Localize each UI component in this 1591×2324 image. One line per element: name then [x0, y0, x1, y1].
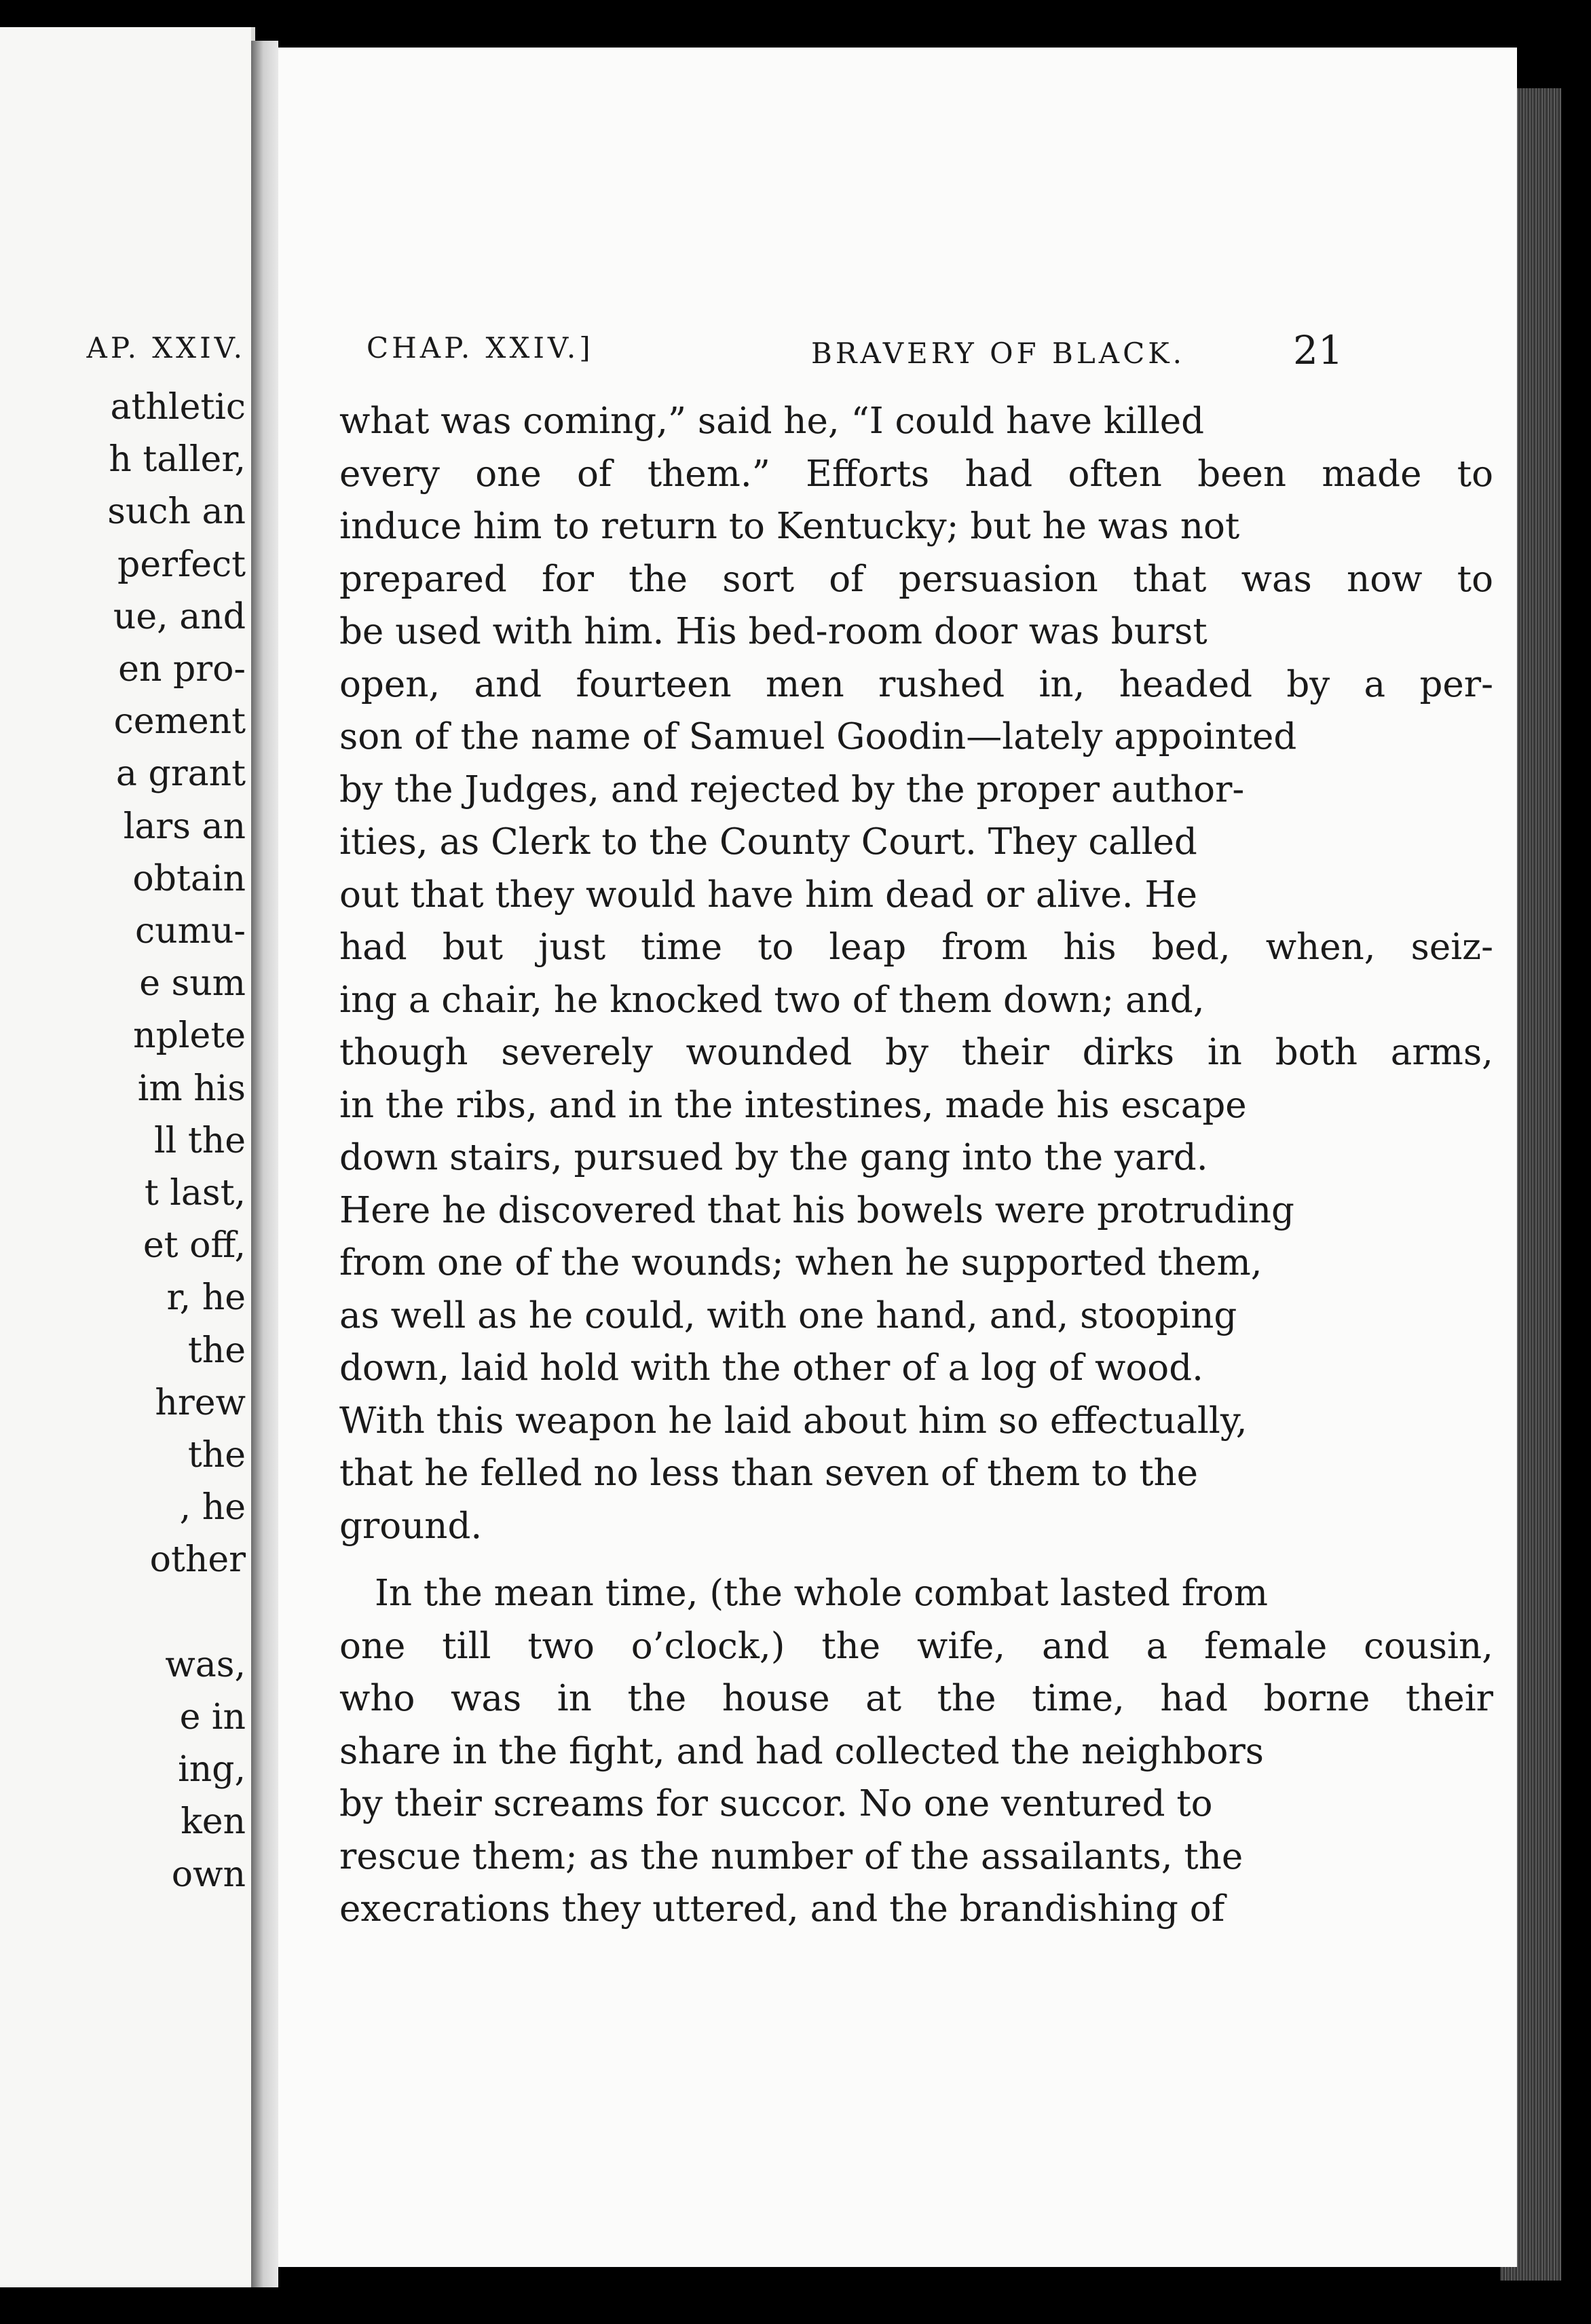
left-text-line: , he	[179, 1487, 246, 1529]
text-line: execrations they uttered, and the brandishing of	[339, 1888, 1225, 1930]
text-line: out that they would have him dead or alive. He	[339, 874, 1198, 916]
text-line: in the ribs, and in the intestines, made his escape	[339, 1084, 1247, 1126]
right-page	[278, 48, 1517, 2267]
text-line: Here he discovered that his bowels were protruding	[339, 1189, 1294, 1231]
text-line: With this weapon he laid about him so effectually,	[339, 1400, 1248, 1442]
left-text-line: nplete	[133, 1015, 246, 1057]
left-text-line: et off,	[143, 1225, 246, 1267]
left-text-line: the	[187, 1435, 246, 1476]
text-line: as well as he could, with one hand, and, stooping	[339, 1294, 1237, 1336]
text-line: prepared for the sort of persuasion that was now to	[339, 558, 1493, 600]
text-line: what was coming,” said he, “I could have killed	[339, 400, 1205, 442]
left-text-line: perfect	[117, 544, 246, 585]
left-text-line: obtain	[132, 858, 246, 899]
left-text-line: h taller,	[109, 439, 246, 481]
chapter-label: CHAP. XXIV.]	[367, 331, 594, 364]
left-text-line: im his	[137, 1068, 246, 1109]
left-text-line: such an	[107, 491, 246, 533]
text-line: be used with him. His bed-room door was burst	[339, 611, 1208, 652]
left-text-line: was,	[165, 1644, 246, 1685]
left-text-line: t last,	[144, 1173, 246, 1214]
text-line: down, laid hold with the other of a log of wood.	[339, 1347, 1203, 1389]
text-line: rescue them; as the number of the assailants, the	[339, 1835, 1243, 1877]
left-text-line: other	[149, 1539, 246, 1581]
text-line: every one of them.” Efforts had often been made to	[339, 453, 1493, 495]
page-number: 21	[1293, 327, 1343, 373]
left-text-line: e sum	[139, 963, 246, 1005]
text-line: one till two o’clock,) the wife, and a female cousin,	[339, 1625, 1493, 1667]
left-text-line: e in	[179, 1697, 246, 1738]
left-text-line: r, he	[166, 1277, 246, 1319]
left-text-line: hrew	[155, 1382, 246, 1423]
text-line: son of the name of Samuel Goodin—lately appointed	[339, 716, 1297, 757]
left-text-line: athletic	[110, 387, 246, 428]
text-line: by their screams for succor. No one ventured to	[339, 1783, 1213, 1824]
left-page-running-head: AP. XXIV.	[86, 331, 246, 364]
text-line: had but just time to leap from his bed, when, seiz-	[339, 926, 1493, 968]
left-text-line: ll the	[154, 1120, 246, 1161]
left-facing-page	[0, 27, 255, 2287]
left-text-line: a grant	[115, 753, 246, 795]
text-line: who was in the house at the time, had borne their	[339, 1678, 1493, 1719]
page-heading: BRAVERY OF BLACK.	[811, 337, 1185, 370]
left-text-line: ing,	[178, 1749, 246, 1791]
left-text-line: ken	[181, 1801, 246, 1843]
text-line: ities, as Clerk to the County Court. They called	[339, 821, 1197, 863]
book-gutter	[251, 41, 278, 2287]
text-line: though severely wounded by their dirks in both arms,	[339, 1032, 1493, 1073]
text-line: ground.	[339, 1505, 483, 1547]
left-text-line: cement	[113, 701, 246, 743]
left-text-line: en pro-	[118, 649, 246, 690]
left-text-line: own	[171, 1854, 246, 1895]
running-head	[367, 327, 1517, 386]
text-line: by the Judges, and rejected by the proper author-	[339, 768, 1245, 810]
text-line: down stairs, pursued by the gang into the yard.	[339, 1137, 1208, 1178]
text-line: induce him to return to Kentucky; but he was not	[339, 506, 1240, 547]
left-text-line: ue, and	[113, 596, 246, 637]
left-text-line: lars an	[123, 806, 246, 847]
text-line: ing a chair, he knocked two of them down; and,	[339, 979, 1205, 1021]
text-line: open, and fourteen men rushed in, headed by a per-	[339, 663, 1493, 705]
text-line: In the mean time, (the whole combat lasted from	[375, 1573, 1269, 1614]
left-text-line: cumu-	[135, 911, 246, 952]
text-line: that he felled no less than seven of them to the	[339, 1452, 1198, 1494]
left-text-line: the	[187, 1330, 246, 1371]
text-line: share in the fight, and had collected the neighbors	[339, 1730, 1264, 1772]
text-line: from one of the wounds; when he supported them,	[339, 1242, 1262, 1283]
